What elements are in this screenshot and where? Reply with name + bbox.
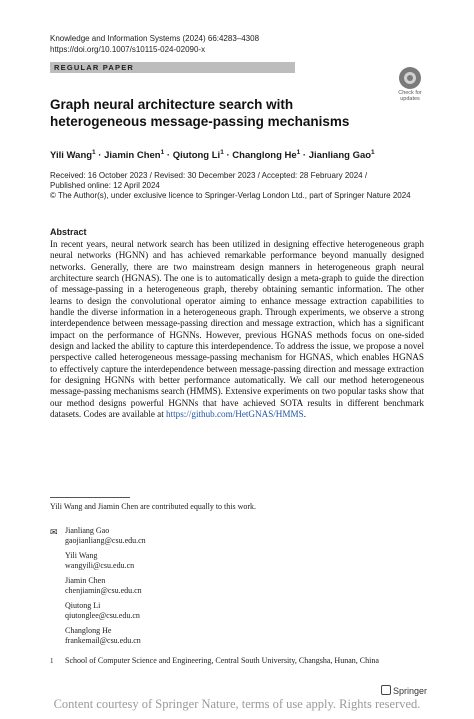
contact-email[interactable]: chenjiamin@csu.edu.cn [65, 586, 142, 595]
author-separator: · [95, 150, 105, 162]
contribution-note: Yili Wang and Jiamin Chen are contributed equally to this work. [50, 502, 257, 511]
author-name[interactable]: Yili Wang [50, 150, 93, 162]
abstract-text: In recent years, neural network search has been utilized in designing effective heterogeneous graph neural networks (HGNN) and has achieved remarkable performance beyond manually designed networks. Generally, there are two mainstream design manners in heterogeneous graph neural architecture search (HGNAS). The one is to automatically design a meta-graph to guide the direction of message-passing in a heterogeneous graph, thereby obtaining semantic information. The other learns to design the convolutional operator aiming to enhance message extraction capabilities to handle the diverse information in a heterogeneous graph. Through experiments, we observe a strong interdependence between message-passing direction and message extraction, which has a significant impact on the performance of HGNNs. However, previous HGNAS methods focus on one-sided design and lacked the ability to capture this interdependence. To address the issue, we propose a novel perspective called heterogeneous message-passing mechanism for HGNAS, which enables HGNAS to effectively capture the interdependence between message-passing direction and message extraction for designing HGNNs with better performance automatically. We call our method heterogeneous message-passing mechanisms search (HMMS). Extensive experiments on two popular tasks show that our method designs powerful HGNNs that have achieved SOTA results in different benchmark datasets. Codes are available at [50, 239, 424, 420]
contact-item [65, 601, 146, 621]
badge-text-1: Check for [398, 90, 422, 96]
contact-item [65, 551, 146, 571]
contact-name: Qiutong Li [65, 601, 101, 610]
author-name[interactable]: Jianliang Gao [308, 150, 372, 162]
doi-link[interactable]: https://doi.org/10.1007/s10115-024-02090-x [50, 45, 206, 54]
contact-email[interactable]: qiutonglee@csu.edu.cn [65, 611, 140, 620]
dates-line-2: Published online: 12 April 2024 [50, 181, 160, 190]
contact-item [65, 576, 146, 596]
author-affiliation-mark: 1 [296, 149, 301, 156]
author-affiliation-mark: 1 [92, 149, 96, 156]
abstract-body [50, 239, 424, 421]
affiliation-number: 1 [50, 657, 54, 665]
contact-email[interactable]: gaojianliang@csu.edu.cn [65, 536, 146, 545]
springer-horse-icon [381, 685, 391, 695]
author-separator: · [300, 150, 309, 162]
contact-item [65, 526, 146, 546]
check-updates-icon [399, 67, 421, 89]
author-name[interactable]: Jiamin Chen [104, 150, 161, 162]
abstract-tail: . [303, 409, 306, 420]
article-type-label: REGULAR PAPER [54, 63, 135, 72]
affiliation-text: School of Computer Science and Engineering, Central South University, Changsha, Hunan, China [65, 656, 379, 665]
badge-text-2: updates [400, 96, 420, 102]
journal-citation: Knowledge and Information Systems (2024) 66:4283–4308 [50, 34, 260, 43]
author-name[interactable]: Changlong He [232, 150, 297, 162]
author-name[interactable]: Qiutong Li [172, 150, 221, 162]
paper-title: Graph neural architecture search with heterogeneous message-passing mechanisms [50, 97, 350, 129]
publication-dates [50, 171, 430, 201]
abstract-heading: Abstract [50, 227, 87, 237]
code-link[interactable]: https://github.com/HetGNAS/HMMS [166, 409, 304, 420]
contact-name: Changlong He [65, 626, 112, 635]
journal-header [50, 33, 259, 55]
publisher-name: Springer [393, 686, 428, 696]
dates-line-1: Received: 16 October 2023 / Revised: 30 December 2023 / Accepted: 28 February 2024 / [50, 171, 368, 180]
author-affiliation-mark: 1 [220, 149, 224, 156]
contact-name: Yili Wang [65, 551, 98, 560]
author-affiliation-mark: 1 [160, 149, 165, 156]
contact-email[interactable]: frankemail@csu.edu.cn [65, 636, 141, 645]
contact-email[interactable]: wangyili@csu.edu.cn [65, 561, 135, 570]
author-list [50, 147, 375, 162]
contact-name: Jiamin Chen [65, 576, 106, 585]
contact-list [65, 526, 146, 651]
author-separator: · [164, 150, 173, 162]
contact-name: Jianliang Gao [65, 526, 110, 535]
envelope-icon: ✉ [50, 527, 58, 537]
author-separator: · [223, 150, 233, 162]
footnote-divider [50, 497, 130, 498]
copyright-line: © The Author(s), under exclusive licence to Springer-Verlag London Ltd., part of Springer Nature 2024 [50, 191, 411, 200]
courtesy-watermark: Content courtesy of Springer Nature, terms of use apply. Rights reserved. [53, 697, 421, 711]
check-for-updates-badge[interactable] [392, 67, 428, 103]
contact-item [65, 626, 146, 646]
author-affiliation-mark: 1 [371, 149, 375, 156]
